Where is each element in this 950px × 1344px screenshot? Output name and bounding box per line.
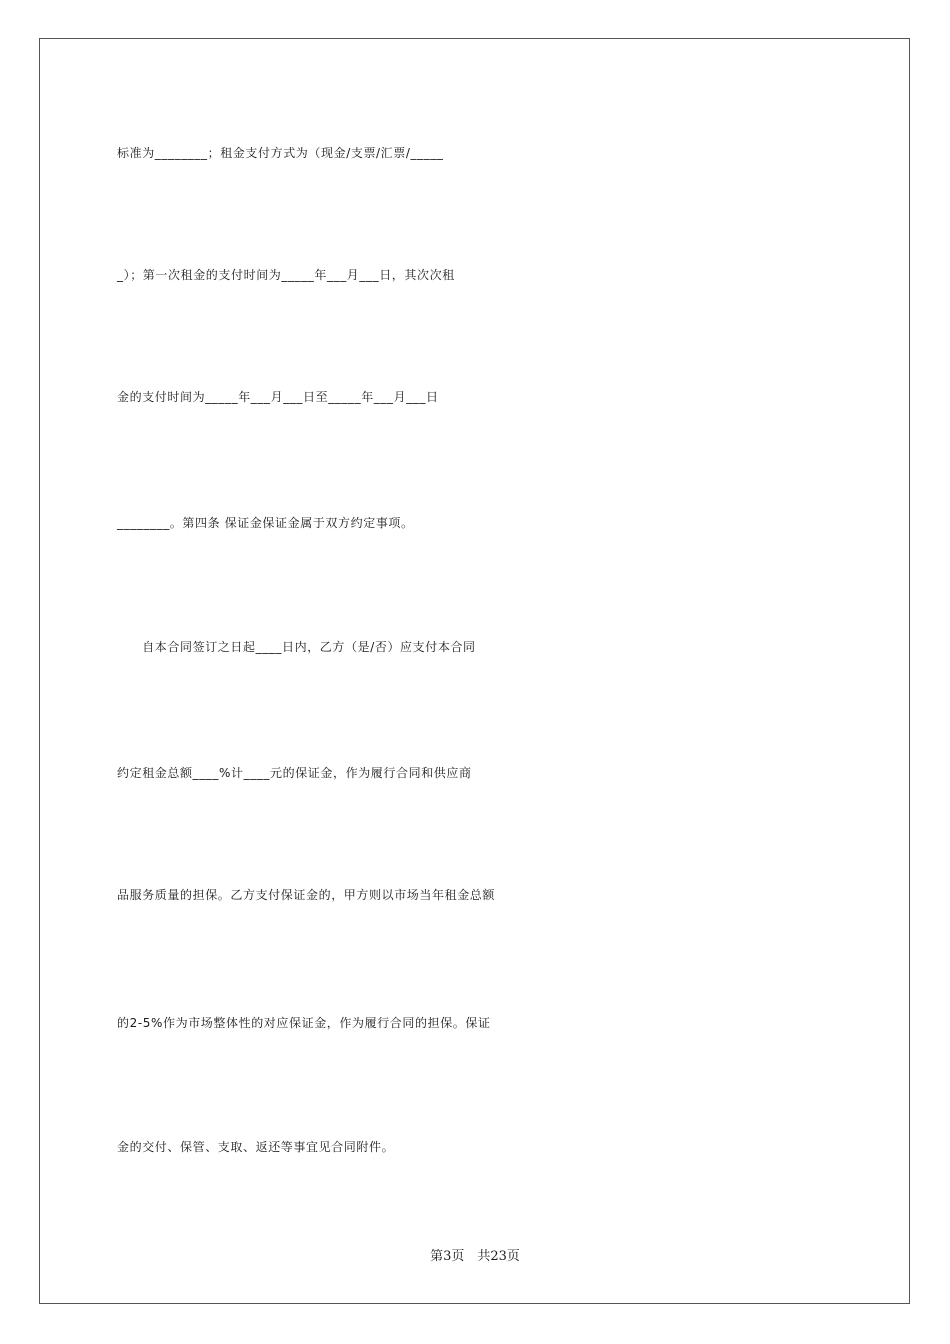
text-line-7: 品服务质量的担保。乙方支付保证金的，甲方则以市场当年租金总额 — [117, 888, 496, 902]
text-line-9: 金的交付、保管、支取、返还等事宜见合同附件。 — [117, 1140, 395, 1154]
text-line-3: 金的支付时间为_____年___月___日至_____年___月___日 — [117, 390, 439, 404]
text-line-5: 自本合同签订之日起____日内，乙方（是/否）应支付本合同 — [117, 640, 476, 654]
text-line-4: ________。第四条 保证金保证金属于双方约定事项。 — [117, 516, 414, 530]
text-line-2: _）；第一次租金的支付时间为_____年___月___日，其次次租 — [117, 268, 455, 282]
text-line-1: 标准为________；租金支付方式为（现金/支票/汇票/_____ — [117, 146, 444, 160]
page-frame — [39, 38, 910, 1304]
page-number-footer: 第3页 共23页 — [430, 1249, 520, 1264]
text-line-8: 的2-5%作为市场整体性的对应保证金，作为履行合同的担保。保证 — [117, 1016, 491, 1030]
text-line-6: 约定租金总额____%计____元的保证金，作为履行合同和供应商 — [117, 766, 472, 780]
